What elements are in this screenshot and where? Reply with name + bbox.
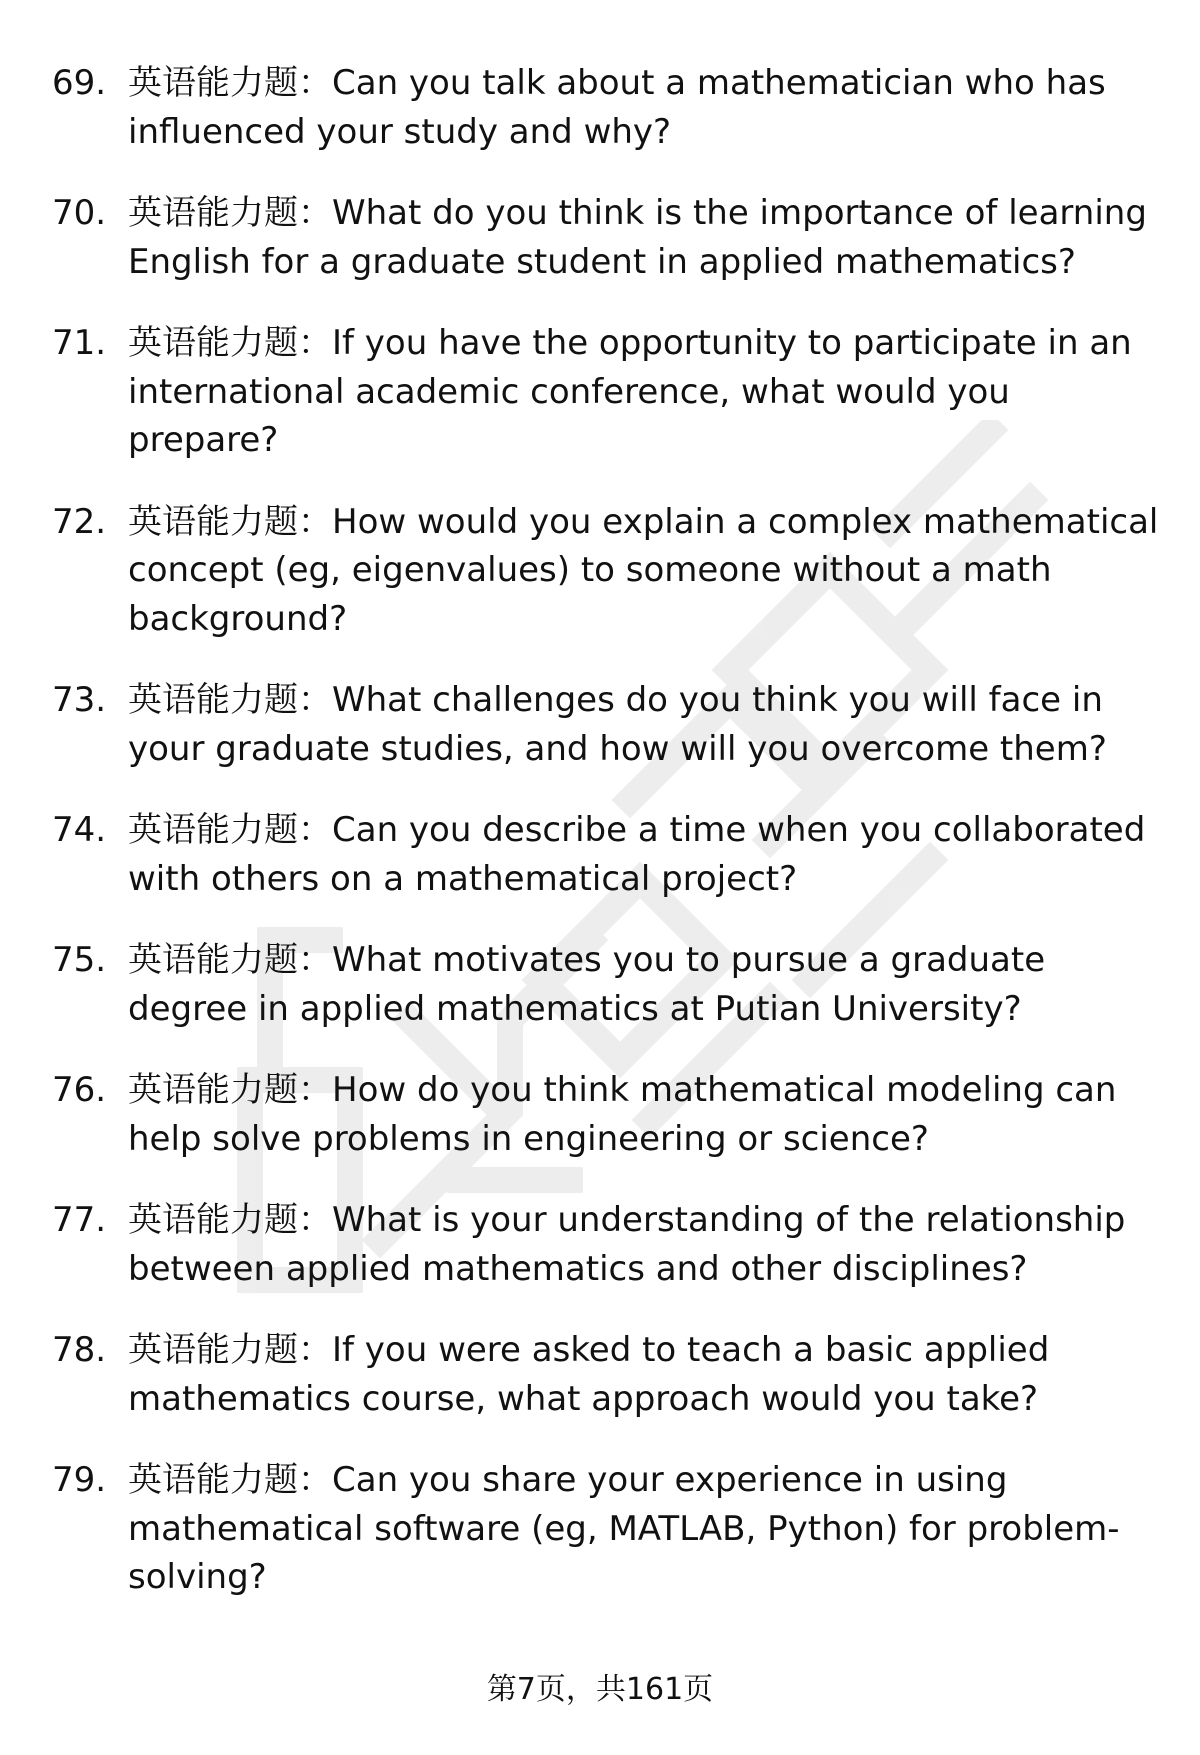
question-item — [0, 936, 1200, 1033]
question-text: If you were asked to teach a basic applied mathematics course, what approach would you take? — [128, 1330, 1050, 1419]
question-tag: 英语能力题： — [128, 1070, 332, 1110]
question-item — [0, 1196, 1200, 1293]
question-number: 73. — [52, 680, 107, 720]
question-item — [0, 806, 1200, 903]
question-tag: 英语能力题： — [128, 63, 332, 103]
question-tag: 英语能力题： — [128, 1200, 332, 1240]
question-item — [0, 498, 1200, 644]
question-tag: 英语能力题： — [128, 323, 332, 363]
question-item — [0, 1326, 1200, 1423]
question-number: 71. — [52, 323, 107, 363]
question-item — [0, 1456, 1200, 1602]
question-text: What challenges do you think you will face in your graduate studies, and how will you overcome them? — [128, 680, 1107, 769]
question-text: What is your understanding of the relationship between applied mathematics and other disciplines? — [128, 1200, 1126, 1289]
question-tag: 英语能力题： — [128, 940, 332, 980]
question-tag: 英语能力题： — [128, 810, 332, 850]
question-number: 72. — [52, 501, 107, 542]
question-text: If you have the opportunity to participate in an international academic conference, what would you prepare? — [128, 323, 1132, 460]
question-number: 77. — [52, 1200, 107, 1240]
question-tag: 英语能力题： — [128, 1460, 332, 1500]
question-number: 75. — [52, 940, 107, 980]
question-number: 78. — [52, 1330, 107, 1370]
question-text: Can you describe a time when you collaborated with others on a mathematical project? — [128, 810, 1146, 899]
question-item — [0, 676, 1200, 773]
question-text: What do you think is the importance of learning English for a graduate student in applied mathematics? — [128, 193, 1147, 282]
question-tag: 英语能力题： — [128, 1330, 332, 1370]
question-number: 69. — [52, 63, 107, 103]
question-text: How would you explain a complex mathematical concept (eg, eigenvalues) to someone without a math background? — [128, 501, 1159, 639]
question-text: Can you share your experience in using mathematical software (eg, MATLAB, Python) for problem-solving? — [128, 1460, 1120, 1597]
page-number-label: 第7页，共161页 — [486, 1672, 714, 1707]
question-list — [0, 59, 1200, 1635]
question-item — [0, 189, 1200, 286]
question-text: How do you think mathematical modeling can help solve problems in engineering or science? — [128, 1070, 1117, 1159]
question-tag: 英语能力题： — [128, 680, 332, 720]
question-item — [0, 319, 1200, 465]
question-item — [0, 59, 1200, 156]
question-item — [0, 1066, 1200, 1163]
page-footer — [0, 1670, 1200, 1710]
question-text: What motivates you to pursue a graduate degree in applied mathematics at Putian University? — [128, 940, 1046, 1029]
question-tag: 英语能力题： — [128, 501, 332, 542]
question-number: 70. — [52, 193, 107, 233]
question-number: 76. — [52, 1070, 107, 1110]
question-text: Can you talk about a mathematician who has influenced your study and why? — [128, 63, 1106, 152]
question-number: 74. — [52, 810, 107, 850]
question-number: 79. — [52, 1460, 107, 1500]
question-tag: 英语能力题： — [128, 193, 332, 233]
